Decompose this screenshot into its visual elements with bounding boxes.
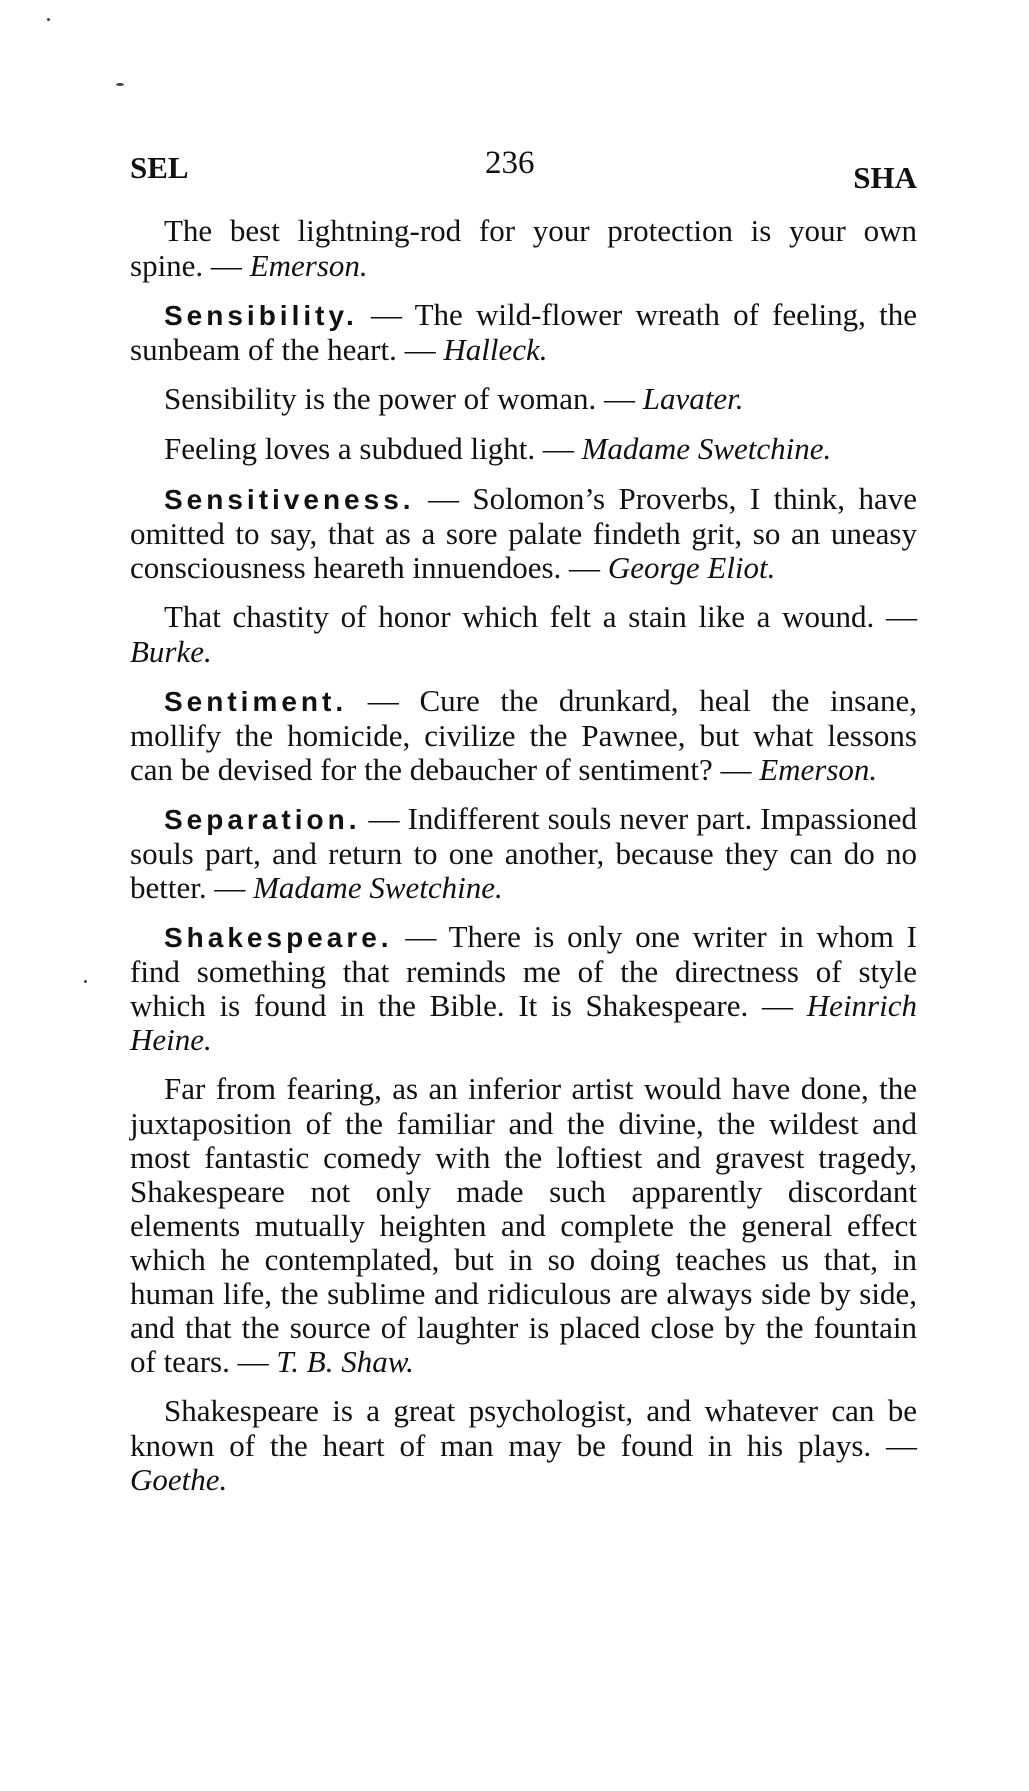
quote-entry <box>130 600 917 669</box>
running-header <box>130 145 917 200</box>
quote-entry <box>130 802 917 905</box>
quote-text: Feeling loves a subdued light. — <box>164 431 582 466</box>
quote-text: Far from fearing, as an inferior artist would have done, the juxtaposition of the familiar and the divine, the wildest and most fantastic comedy with the loftiest and gravest tragedy, Shakespeare not only made such apparently discordant elements mutually heighten and complete the general effect which he contemplated, but in so doing teaches us that, in human life, the sublime and ridiculous are always side by side, and that the source of laughter is placed close by the fountain of tears. — <box>130 1071 917 1379</box>
quote-text: — Cure the drunkard, heal the insane, mollify the homicide, civilize the Pawnee, but what lessons can be devised for the debaucher of sentiment? — <box>130 683 917 787</box>
quote-author: T. B. Shaw. <box>276 1344 414 1379</box>
entry-term: Sensibility. <box>164 300 358 331</box>
quote-text: Sensibility is the power of woman. — <box>164 381 643 416</box>
quote-author: Emerson. <box>249 248 368 283</box>
quote-author: George Eliot. <box>607 550 776 585</box>
entry-term: Shakespeare. <box>164 922 393 953</box>
quote-entry <box>130 482 917 585</box>
header-guide-word-right: SHA <box>853 160 917 195</box>
quote-author: Burke. <box>130 634 212 669</box>
page-number: 236 <box>485 145 535 181</box>
ink-speck <box>116 83 124 86</box>
quote-entry <box>130 382 917 417</box>
quote-author: Lavater. <box>642 381 744 416</box>
quote-text: — Solomon’s Proverbs, I think, have omitted to say, that as a sore palate findeth grit, so an uneasy consciousness heareth innuendoes. — <box>130 481 917 585</box>
quote-author: Madame Swetchine. <box>581 431 832 466</box>
quote-text: The best lightning-rod for your protection is your own spine. — <box>130 213 917 283</box>
entry-term: Sensitiveness. <box>164 484 415 515</box>
entry-term: Sentiment. <box>164 686 348 717</box>
quote-text: — The wild-flower wreath of feeling, the sunbeam of the heart. — <box>130 297 917 367</box>
quote-text: — There is only one writer in whom I find something that reminds me of the directness of style which is found in the Bible. It is Shakespeare. — <box>130 919 917 1023</box>
entry-term: Separation. <box>164 804 361 835</box>
quote-entry <box>130 920 917 1057</box>
quote-author: Madame Swetchine. <box>253 870 503 905</box>
quote-text: That chastity of honor which felt a stain like a wound. — <box>164 599 917 634</box>
quote-entry <box>130 432 917 467</box>
ink-speck <box>84 980 87 983</box>
header-guide-word-left: SEL <box>130 150 189 185</box>
quote-text: — Indifferent souls never part. Impassioned souls part, and return to one another, because they can do no better. — <box>130 801 917 905</box>
quotations-list <box>130 214 917 1512</box>
quote-entry <box>130 1394 917 1497</box>
ink-speck <box>47 18 50 21</box>
quote-author: Heinrich Heine. <box>130 988 917 1057</box>
quote-text: Shakespeare is a great psychologist, and whatever can be known of the heart of man may be found in his plays. — <box>130 1393 917 1463</box>
quote-author: Halleck. <box>443 332 548 367</box>
quote-entry <box>130 1072 917 1379</box>
quote-entry <box>130 684 917 787</box>
quote-author: Goethe. <box>130 1462 228 1497</box>
quote-entry <box>130 214 917 283</box>
quote-author: Emerson. <box>759 752 878 787</box>
quote-entry <box>130 298 917 367</box>
